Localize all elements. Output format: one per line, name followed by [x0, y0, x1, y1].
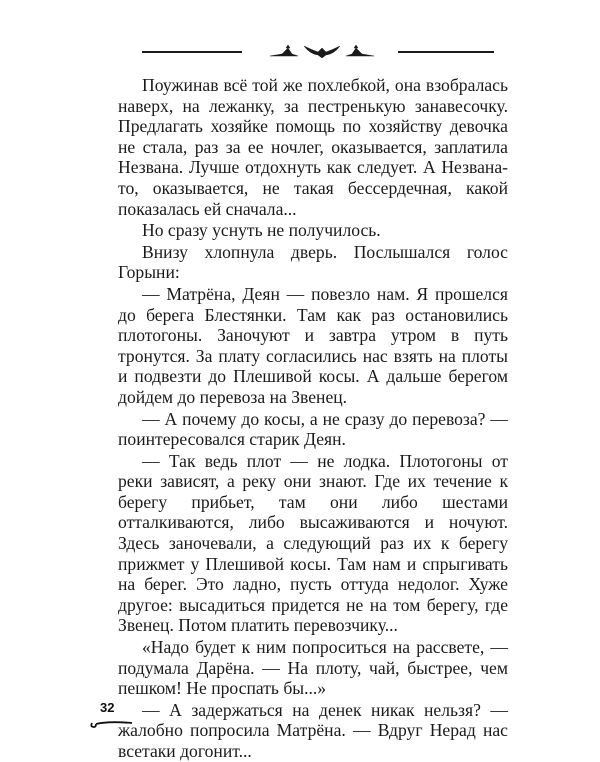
- paragraph: — А задержаться на денек никак нельзя? — жалобно попросила Матрёна. — Вдруг Нерад нас всетаки догонит...: [118, 699, 508, 761]
- paragraph: — А почему до косы, а не сразу до перевоза? — поинтересовался старик Деян.: [118, 408, 508, 450]
- bird-ornament-icon: [268, 40, 376, 60]
- page-header: [0, 38, 600, 62]
- paragraph: Внизу хлопнула дверь. Послышался голос Горыни:: [118, 241, 508, 283]
- paragraph: «Надо будет к ним попроситься на рассвете, — подумала Дарёна. — На плоту, чай, быстрее, чем пешком! Не проспать бы...»: [118, 637, 508, 699]
- paragraph: — Матрёна, Деян — повезло нам. Я прошелся до берега Блестянки. Там как раз остановились плотогоны. Заночуют и завтра утром в путь тронутся. За плату согласились нас взять на плоты и подвезти до Плешивой косы. А дальше берегом дойдем до перевоза на Звенец.: [118, 283, 508, 407]
- swash-icon: [88, 715, 134, 729]
- header-rule-right: [398, 51, 494, 53]
- paragraph: Поужинав всё той же похлебкой, она взобралась наверх, на лежанку, за пестренькую занавесочку. Предлагать хозяйке помощь по хозяйству девочка не стала, раз за ее ночлег, оказывается, заплатила Незвана. Лучше отдохнуть как следует. А Незвана-то, оказывается, не такая бессердечная, какой показалась ей сначала...: [118, 75, 508, 219]
- body-text: [118, 75, 508, 762]
- paragraph: — Так ведь плот — не лодка. Плотогоны от реки зависят, а реку они знают. Где их течение к берегу прибьет, там они либо шестами отталкиваются, либо высаживаются и ночуют. Здесь заночевали, а следующий раз их к берегу прижмет у Плешивой косы. Там нам и спрыгивать на берег. Это ладно, пусть оттуда недолог. Хуже другое: высадиться придется не на том берегу, где Звенец. Потом платить перевозчику...: [118, 450, 508, 636]
- page-footer: [88, 700, 148, 736]
- header-rule-left: [142, 51, 242, 53]
- page-number: 32: [100, 700, 115, 715]
- paragraph: Но сразу уснуть не получилось.: [142, 220, 381, 241]
